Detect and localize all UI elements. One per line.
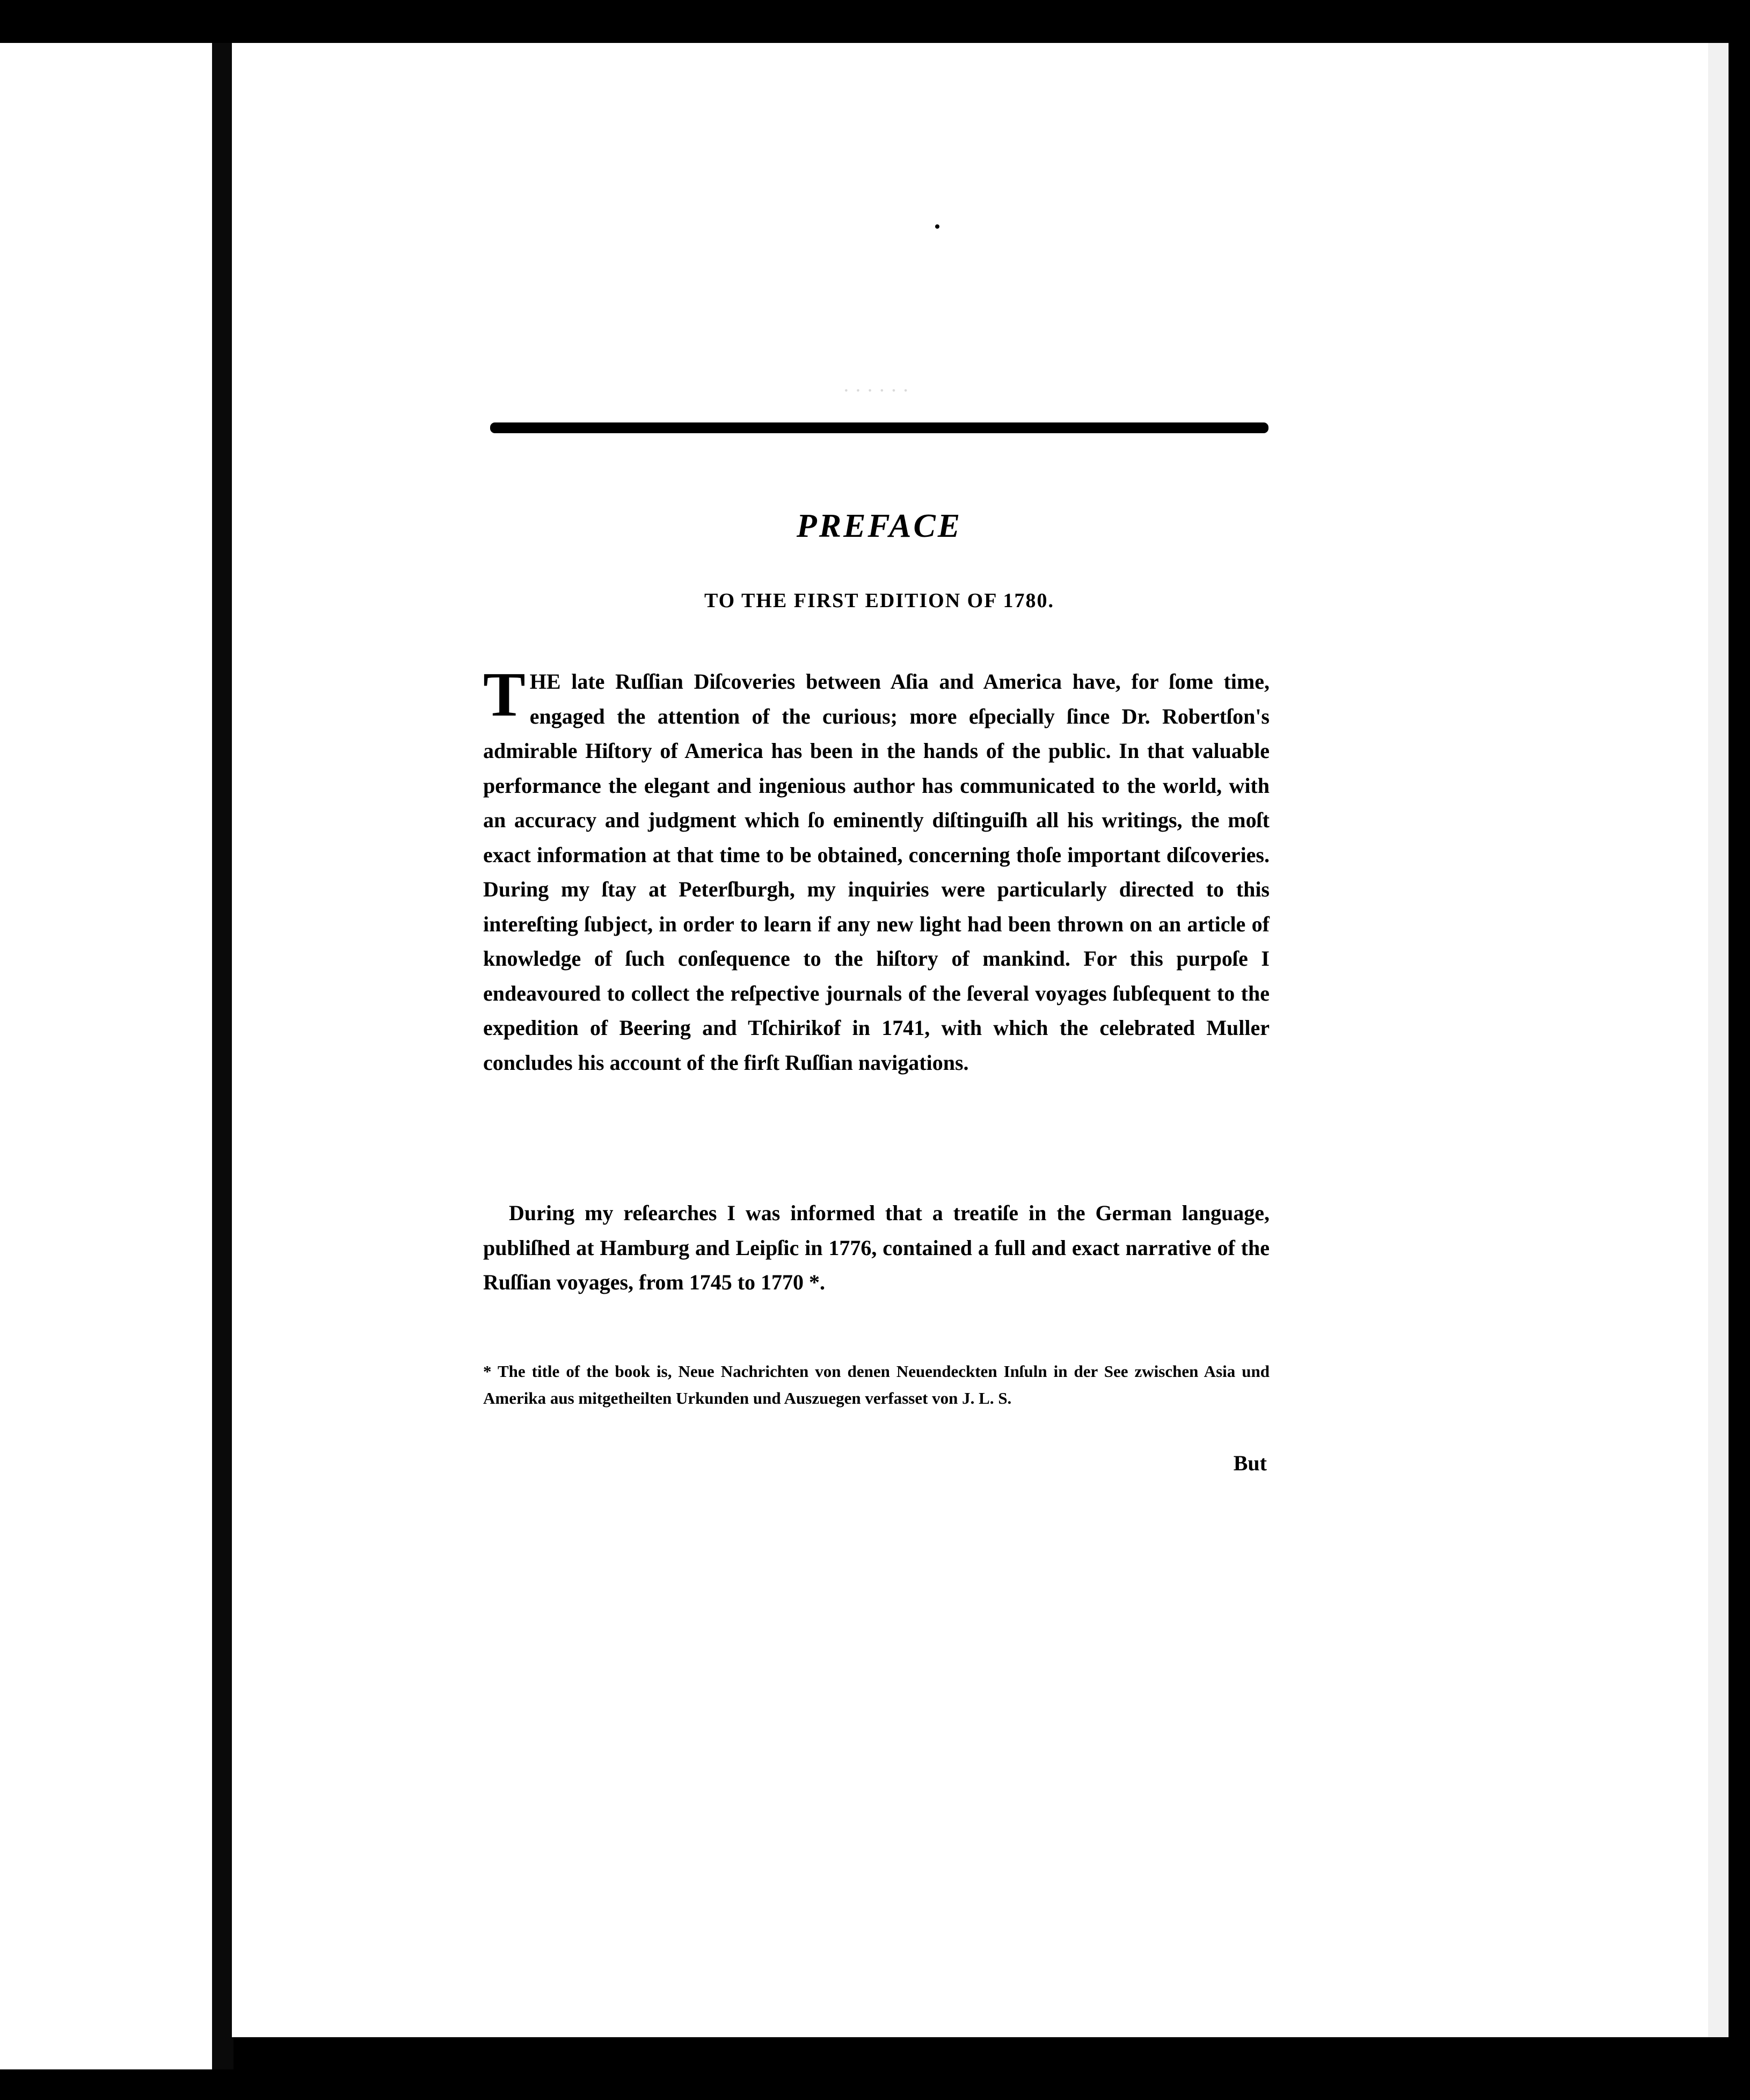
paragraph-2: During my reſearches I was informed that a treatiſe in the German language, publiſhed at Hamburg and Leipſic in 1776, contained a full and exact narrative of the Ruſſian voyages, from 1745 to 1770 *. [483, 1201, 1270, 1294]
binding-gutter [212, 43, 234, 2069]
footnote: * The title of the book is, Neue Nachrichten von denen Neuendeckten Inſuln in der See zwischen Asia und Amerika aus mitgetheilten Urkunden und Auszuegen verfasset von J. L. S. [483, 1362, 1270, 1408]
page-subtitle: TO THE FIRST EDITION OF 1780. [704, 589, 1055, 612]
paragraph-1-text: HE late Ruſſian Diſcoveries between Aſia and America have, for ſome time, engaged the attention of the curious; more eſpecially ſince Dr. Robertſon's admirable Hiſtory of America has been in the hands of the public. In that valuable performance the elegant and ingenious author has communicated to the world, with an accuracy and judgment which ſo eminently diſtinguiſh all his writings, the moſt exact information at that time to be obtained, concerning thoſe important diſcoveries. During my ſtay at Peterſburgh, my inquiries were particularly directed to this intereſting ſubject, in order to learn if any new light had been thrown on an article of knowledge of ſuch conſequence to the hiſtory of mankind. For this purpoſe I endeavoured to collect the reſpective journals of the ſeveral voyages ſubſequent to the expedition of Beering and Tſchirikof in 1741, with which the celebrated Muller concludes his account of the firſt Ruſſian navigations. [483, 669, 1270, 1075]
drop-cap: T [483, 659, 526, 730]
page-title: PREFACE [796, 508, 962, 544]
page-edge [1708, 43, 1729, 2037]
header-rule [490, 422, 1268, 433]
speck [935, 224, 939, 229]
catchword: But [1233, 1451, 1267, 1475]
paragraph-1 [483, 659, 1270, 1080]
show-through-text: · · · · · · [843, 380, 909, 402]
previous-page [0, 43, 212, 2069]
